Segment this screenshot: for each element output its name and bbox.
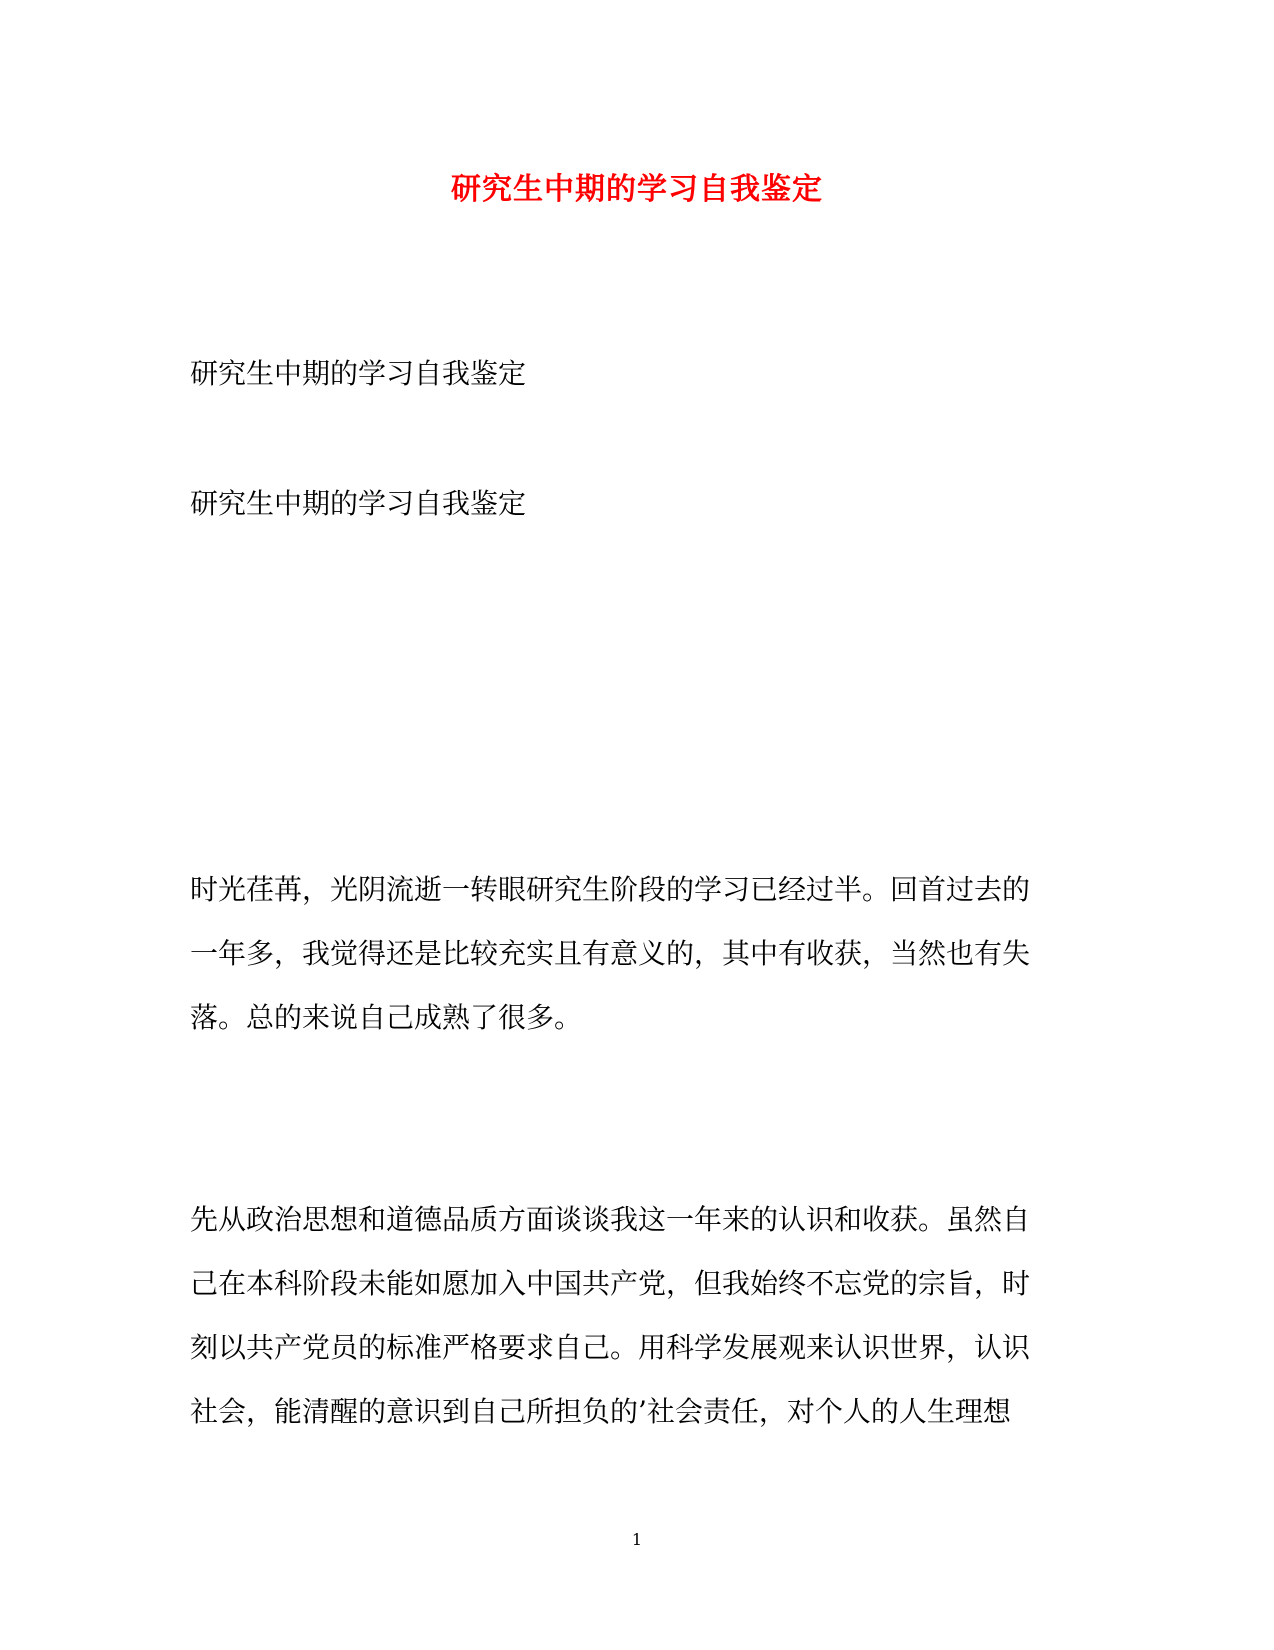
body-paragraph — [190, 858, 1070, 1050]
paragraph-line: 先从政治思想和道德品质方面谈谈我这一年来的认识和收获。虽然自 — [190, 1203, 1031, 1236]
paragraph-line: 时光荏苒，光阴流逝一转眼研究生阶段的学习已经过半。回首过去的 — [190, 873, 1031, 906]
paragraph-line: 社会，能清醒的意识到自己所担负的’社会责任，对个人的人生理想 — [190, 1395, 1011, 1428]
page-number: 1 — [631, 1530, 643, 1549]
subheading: 研究生中期的学习自我鉴定 — [190, 357, 527, 390]
paragraph-line: 刻以共产党员的标准严格要求自己。用科学发展观来认识世界，认识 — [190, 1331, 1031, 1364]
paragraph-line: 己在本科阶段未能如愿加入中国共产党，但我始终不忘党的宗旨，时 — [190, 1267, 1031, 1300]
subheading: 研究生中期的学习自我鉴定 — [190, 487, 527, 520]
paragraph-line: 一年多，我觉得还是比较充实且有意义的，其中有收获，当然也有失 — [190, 937, 1031, 970]
document-title: 研究生中期的学习自我鉴定 — [451, 172, 823, 207]
body-paragraph — [190, 1188, 1070, 1444]
paragraph-line: 落。总的来说自己成熟了很多。 — [190, 1001, 583, 1034]
